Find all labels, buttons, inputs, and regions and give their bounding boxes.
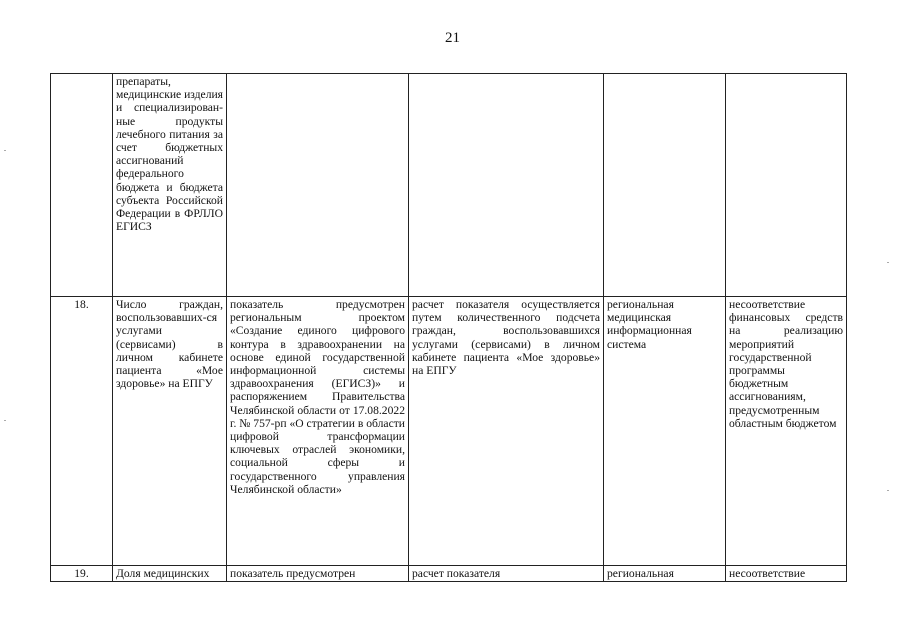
indicators-table [50,73,847,582]
cell-number: 18. [51,297,113,566]
cell-basis [227,74,409,297]
cell-source [604,74,726,297]
cell-indicator: Число граждан, воспользовавших-ся услугами (сервисами) в личном кабинете пациента «Мое здоровье» на ЕПГУ [113,297,227,566]
cell-method [409,74,604,297]
cell-method: расчет показателя [409,566,604,582]
cell-number: 19. [51,566,113,582]
scan-artifact [887,490,889,491]
page-number: 21 [445,30,460,46]
cell-basis: показатель предусмотрен [227,566,409,582]
cell-source: региональная [604,566,726,582]
table-row [51,297,847,566]
table-row [51,566,847,582]
cell-risk: несоответствие финансовых средств на реализацию мероприятий государственной программы бюджетным ассигнованиям, предусмотренным областным бюджетом [726,297,847,566]
cell-risk: несоответствие [726,566,847,582]
scan-artifact [4,420,6,421]
cell-indicator: препараты, медицинские изделия и специализирован-ные продукты лечебного питания за счет бюджетных ассигнований федерального бюджета и бюджета субъекта Российской Федерации в ФРЛЛО ЕГИСЗ [113,74,227,297]
cell-number [51,74,113,297]
scan-artifact [4,150,6,151]
cell-method: расчет показателя осуществляется путем количественного подсчета граждан, воспользовавшихся услугами (сервисами) в личном кабинете пациента «Мое здоровье» на ЕПГУ [409,297,604,566]
table-row [51,74,847,297]
cell-basis: показатель предусмотрен региональным проектом «Создание единого цифрового контура в здравоохранении на основе единой государственной информационной системы здравоохранения (ЕГИСЗ)» и распоряжением Правительства Челябинской области от 17.08.2022 г. № 757-рп «О стратегии в области цифровой трансформации ключевых отраслей экономики, социальной сферы и государственного управления Челябинской области» [227,297,409,566]
scan-artifact [887,262,889,263]
cell-indicator: Доля медицинских [113,566,227,582]
cell-source: региональная медицинская информационная система [604,297,726,566]
cell-risk [726,74,847,297]
